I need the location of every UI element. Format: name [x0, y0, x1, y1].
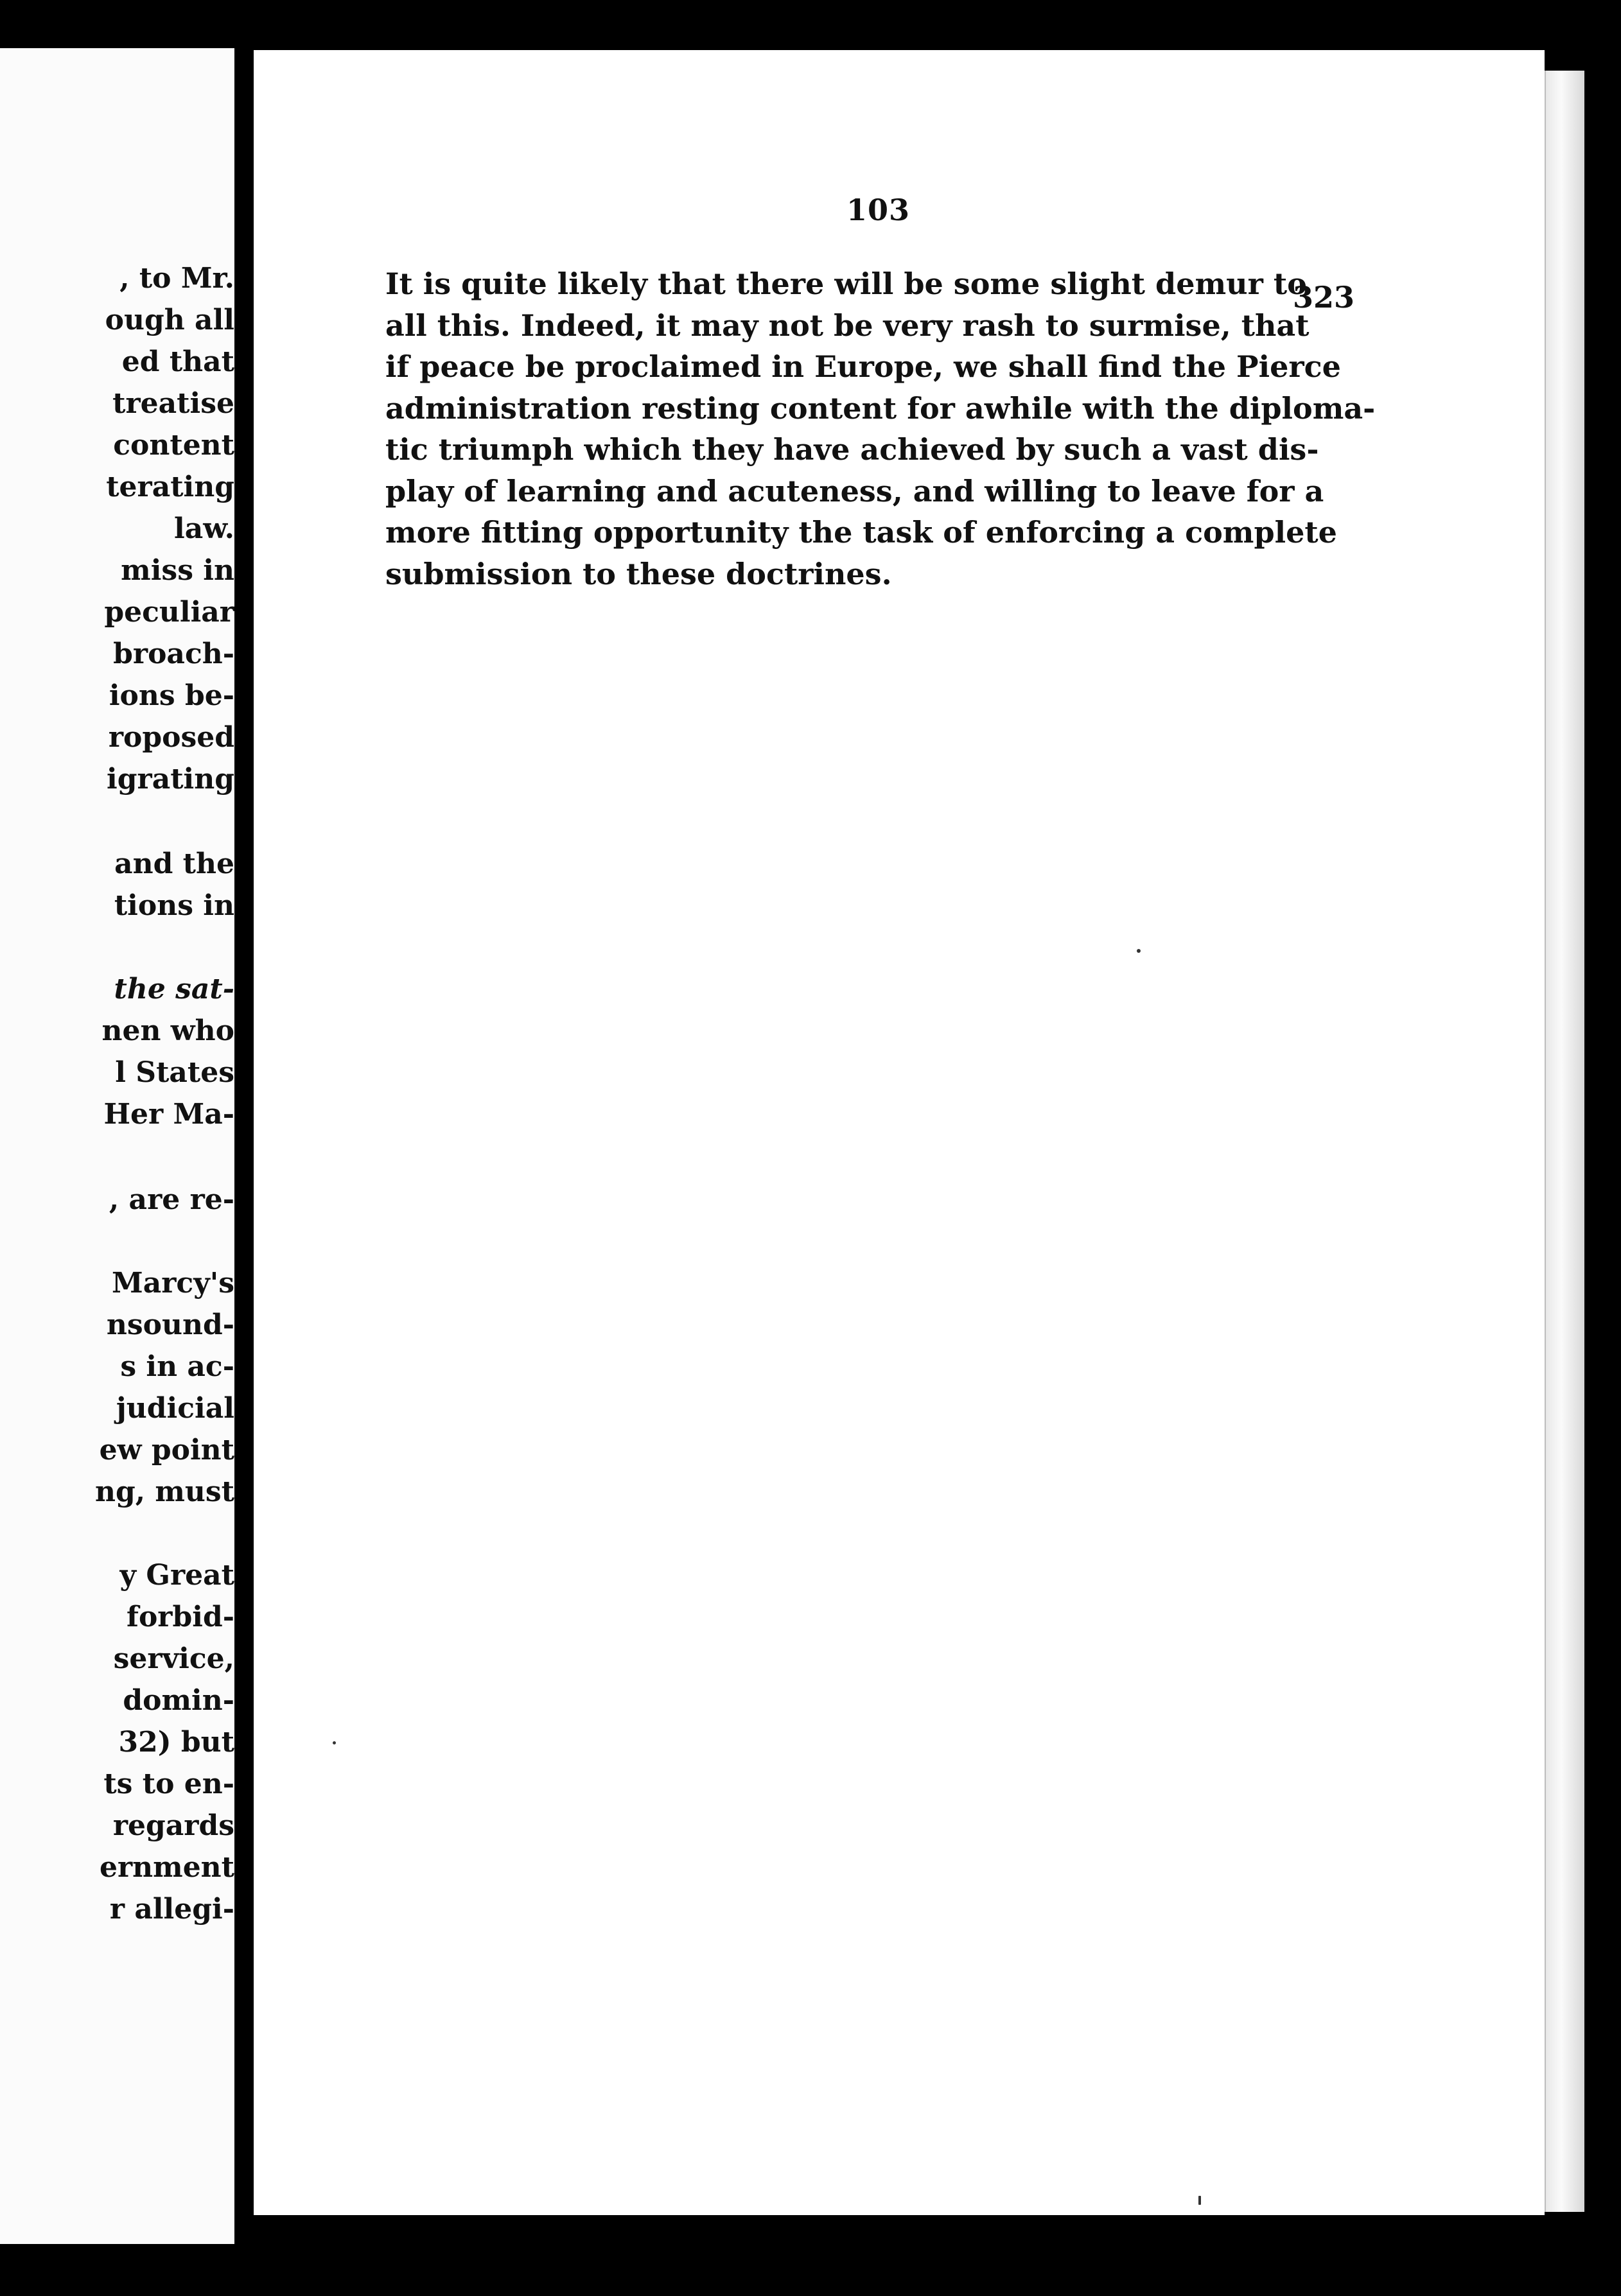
left-page-line: 32) but [118, 1726, 234, 1759]
left-page-line: , to Mr. [119, 262, 234, 295]
left-page-line: domin- [123, 1684, 234, 1717]
left-page-line: nsound- [106, 1309, 234, 1341]
left-page-line: l States [115, 1056, 234, 1089]
left-page-line: roposed [108, 721, 234, 754]
left-page-line: Her Ma- [103, 1098, 234, 1131]
left-page-line: ts to en- [103, 1768, 234, 1800]
paragraph-line: more fitting opportunity the task of enforcing a complete [385, 515, 1337, 550]
left-page-line: service, [113, 1642, 234, 1675]
paragraph-line: administration resting content for awhile with the diploma- [385, 390, 1376, 426]
left-page-line: ed that [121, 345, 234, 378]
left-page-line: nen who [101, 1014, 234, 1047]
left-page-line: the sat- [114, 973, 234, 1005]
left-page-line: terating [106, 471, 234, 503]
paragraph-line: all this. Indeed, it may not be very rash to surmise, that [385, 308, 1310, 343]
left-page-line: and the [114, 848, 234, 880]
paragraph-line: play of learning and acuteness, and willing to leave for a [385, 473, 1324, 509]
paragraph-line: tic triumph which they have achieved by such a vast dis- [385, 432, 1319, 467]
left-page-line: y Great [119, 1559, 234, 1592]
left-page-line: miss in [121, 554, 234, 587]
left-page-line: forbid- [127, 1601, 234, 1633]
margin-page-reference: 323 [1293, 280, 1355, 315]
left-page-line: r allegi- [109, 1893, 234, 1926]
left-page-line: s in ac- [120, 1350, 234, 1383]
paragraph-line: It is quite likely that there will be some slight demur to [385, 266, 1307, 301]
book-gutter [234, 0, 254, 2296]
paper-speck [333, 1741, 336, 1744]
left-page-line: judicial [116, 1392, 234, 1425]
left-page-line: ng, must [94, 1475, 234, 1508]
left-page-line: broach- [113, 638, 234, 670]
page-edge [1545, 71, 1584, 2212]
left-page-line: treatise [112, 387, 234, 420]
paragraph-line: if peace be proclaimed in Europe, we shall find the Pierce [385, 349, 1341, 384]
left-page [0, 48, 234, 2244]
left-page-line: ough all [105, 304, 234, 336]
left-page-line: regards [112, 1809, 234, 1842]
page-number: 103 [846, 193, 911, 227]
left-page-line: igrating [107, 763, 234, 796]
left-page-line: tions in [114, 889, 234, 922]
left-page-line: peculiar [104, 596, 234, 629]
paper-speck [1137, 949, 1141, 953]
left-page-line: ernment [99, 1851, 234, 1884]
paragraph-line: submission to these doctrines. [385, 556, 892, 591]
left-page-line: , are re- [109, 1183, 234, 1216]
left-page-line: law. [174, 512, 234, 545]
left-page-line: ew point [99, 1434, 234, 1466]
left-page-line: content [113, 429, 234, 462]
paper-speck [1198, 2196, 1201, 2205]
left-page-line: ions be- [109, 679, 234, 712]
left-page-line: Marcy's [112, 1267, 234, 1300]
